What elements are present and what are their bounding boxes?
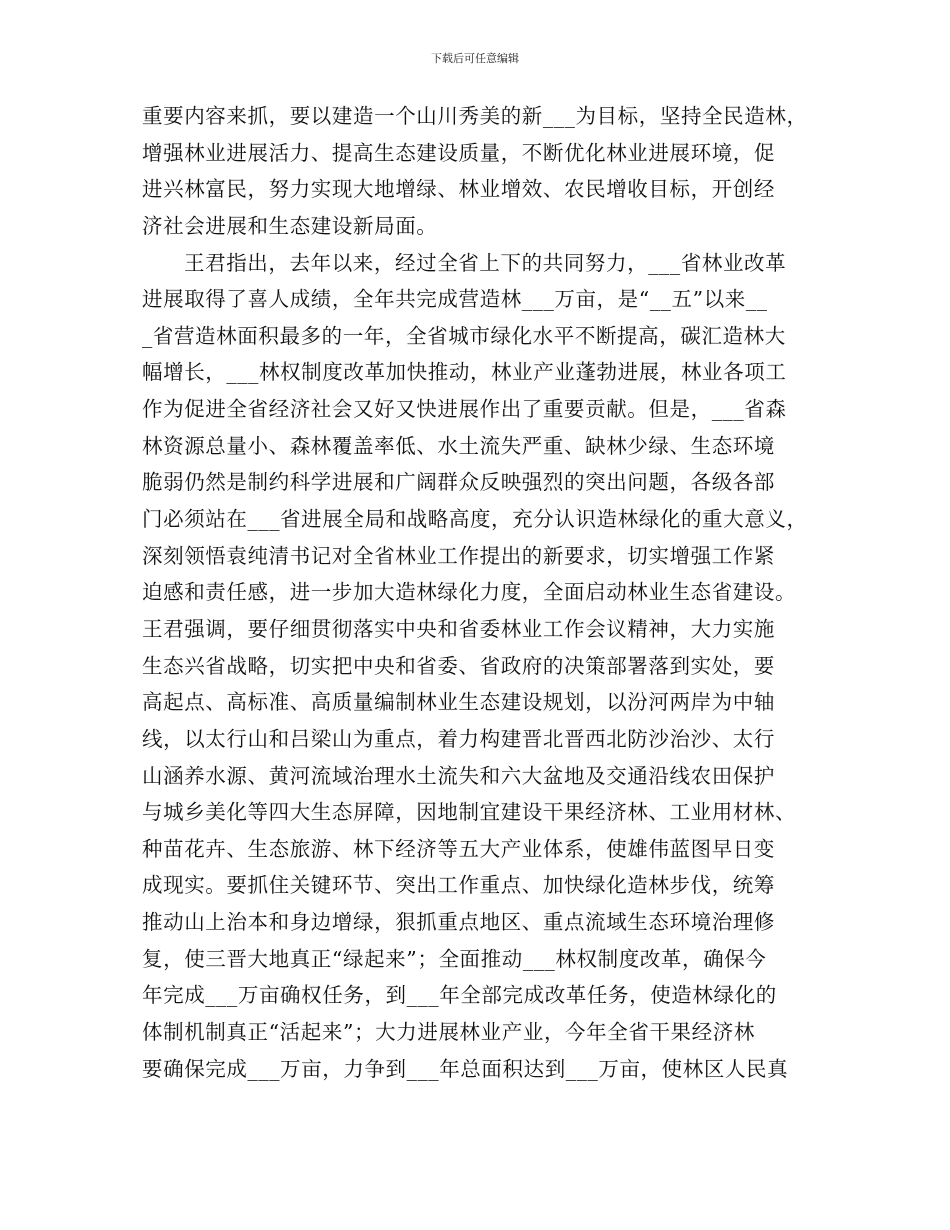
text-line: 增强林业进展活力、提高生态建设质量，不断优化林业进展环境，促 xyxy=(142,140,775,165)
text-line: 生态兴省战略，切实把中央和省委、省政府的决策部署落到实处，要 xyxy=(142,653,775,678)
text-line: 种苗花卉、生态旅游、林下经济等五大产业体系，使雄伟蓝图早日变 xyxy=(142,836,775,861)
text-line: 王君强调，要仔细贯彻落实中央和省委林业工作会议精神，大力实施 xyxy=(142,616,775,641)
text-line: 年完成___万亩确权任务，到___年全部完成改革任务，使造林绿化的 xyxy=(142,983,777,1008)
text-line: 脆弱仍然是制约科学进展和广阔群众反映强烈的突出问题，各级各部 xyxy=(142,470,775,495)
text-line: 进展取得了喜人成绩，全年共完成营造林___万亩，是“__五”以来__ xyxy=(142,287,768,312)
text-line: 门必须站在___省进展全局和战略高度，充分认识造林绿化的重大意义， xyxy=(142,507,808,532)
text-line: 深刻领悟袁纯清书记对全省林业工作提出的新要求，切实增强工作紧 xyxy=(142,543,775,568)
text-line: 体制机制真正“活起来”；大力进展林业产业，今年全省干果经济林 xyxy=(142,1020,755,1045)
text-line: 济社会进展和生态建设新局面。 xyxy=(142,213,438,238)
page-header-note: 下载后可任意编辑 xyxy=(431,52,519,65)
text-line: 成现实。要抓住关键环节、突出工作重点、加快绿化造林步伐，统筹 xyxy=(142,873,775,898)
text-line: 要确保完成___万亩，力争到___年总面积达到___万亩，使林区人民真 xyxy=(142,1056,789,1081)
document-body xyxy=(142,98,810,1087)
text-line: 复，使三晋大地真正“绿起来”；全面推动___林权制度改革，确保今 xyxy=(142,946,767,971)
text-line: 高起点、高标准、高质量编制林业生态建设规划，以汾河两岸为中轴 xyxy=(142,690,775,715)
text-line: 林资源总量小、森林覆盖率低、水土流失严重、缺林少绿、生态环境 xyxy=(142,433,775,458)
text-line: 线，以太行山和吕梁山为重点，着力构建晋北晋西北防沙治沙、太行 xyxy=(142,726,775,751)
text-line: 作为促进全省经济社会又好又快进展作出了重要贡献。但是，___省森 xyxy=(142,397,787,422)
text-line: 进兴林富民，努力实现大地增绿、林业增效、农民增收目标，开创经 xyxy=(142,177,775,202)
text-line: 重要内容来抓，要以建造一个山川秀美的新___为目标，坚持全民造林， xyxy=(142,104,808,128)
text-line: 山涵养水源、黄河流域治理水土流失和六大盆地及交通沿线农田保护 xyxy=(142,763,775,788)
text-line-paragraph-start: 王君指出，去年以来，经过全省上下的共同努力，___省林业改革 xyxy=(184,250,787,275)
text-line: 推动山上治本和身边增绿，狠抓重点地区、重点流域生态环境治理修 xyxy=(142,910,775,935)
text-line: 与城乡美化等四大生态屏障，因地制宜建设干果经济林、工业用材林、 xyxy=(142,800,797,825)
text-line: _省营造林面积最多的一年，全省城市绿化水平不断提高，碳汇造林大 xyxy=(142,323,786,348)
text-line: 幅增长，___林权制度改革加快推动，林业产业蓬勃进展，林业各项工 xyxy=(142,360,787,385)
text-line: 迫感和责任感，进一步加大造林绿化力度，全面启动林业生态省建设。 xyxy=(142,580,797,605)
